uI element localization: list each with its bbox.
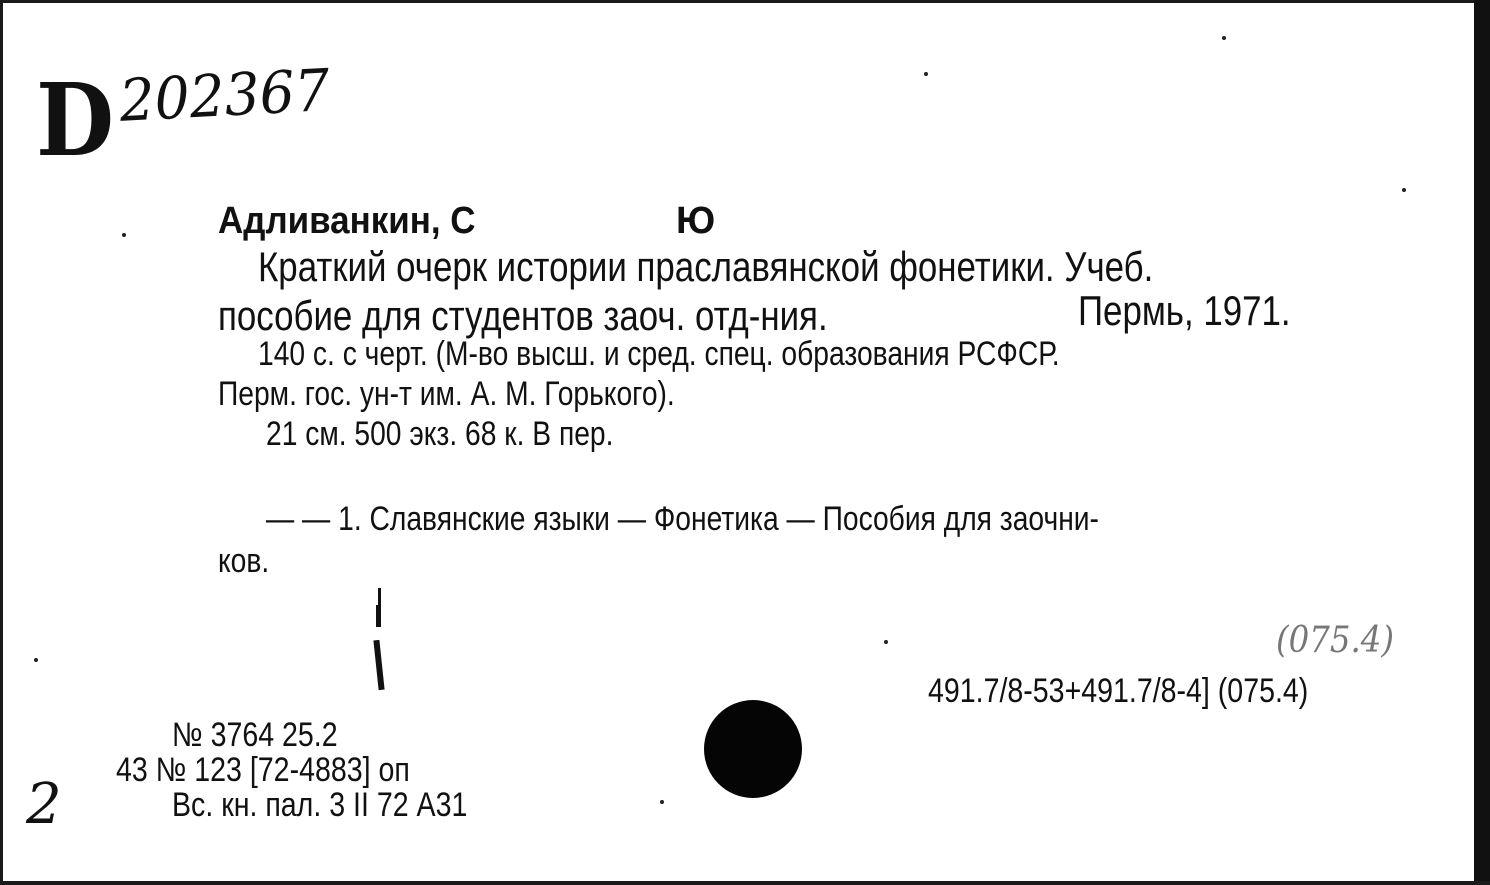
card-border-left bbox=[0, 0, 3, 885]
card-border-bottom bbox=[0, 881, 1490, 885]
speck bbox=[884, 640, 888, 644]
subject-heading-line-2: ков. bbox=[218, 542, 270, 580]
classification-index: 491.7/8-53+491.7/8-4] (075.4) bbox=[928, 672, 1309, 710]
speck bbox=[924, 72, 928, 76]
speck bbox=[122, 233, 126, 237]
author-heading: Адливанкин, С bbox=[218, 200, 476, 242]
title-line-1: Краткий очерк истории праславянской фонетики. Учеб. bbox=[258, 243, 1154, 290]
handwritten-classmark: (075.4) bbox=[1276, 620, 1395, 661]
speck bbox=[660, 800, 664, 804]
ink-scratch bbox=[376, 605, 381, 627]
call-number: 202367 bbox=[117, 55, 332, 135]
collation-line-1: 140 с. с черт. (М-во высш. и сред. спец. образования РСФСР. bbox=[258, 335, 1060, 373]
collation-line-2: Перм. гос. ун-т им. А. М. Горького). bbox=[218, 375, 675, 413]
ink-scratch bbox=[373, 640, 384, 690]
card-border-right bbox=[1474, 0, 1490, 885]
author-initial: Ю bbox=[676, 200, 716, 242]
order-number-line: № 3764 25.2 bbox=[172, 716, 338, 754]
speck bbox=[1222, 36, 1226, 40]
registry-number-line: 43 № 123 [72-4883] оп bbox=[116, 751, 410, 789]
size-line: 21 см. 500 экз. 68 к. В пер. bbox=[266, 415, 614, 453]
margin-pencil-mark: 2 bbox=[26, 772, 62, 837]
call-letter: D bbox=[36, 61, 115, 179]
punch-hole bbox=[704, 700, 802, 798]
title-line-2: пособие для студентов заоч. отд-ния. bbox=[218, 292, 828, 339]
publication-info: Пермь, 1971. bbox=[1078, 287, 1291, 334]
speck bbox=[1402, 188, 1406, 192]
card-border-top bbox=[0, 0, 1490, 3]
book-chamber-line: Вс. кн. пал. 3 II 72 А31 bbox=[172, 786, 468, 824]
speck bbox=[34, 658, 38, 662]
subject-heading-line-1: — — 1. Славянские языки — Фонетика — Пособия для заочни- bbox=[266, 500, 1099, 538]
